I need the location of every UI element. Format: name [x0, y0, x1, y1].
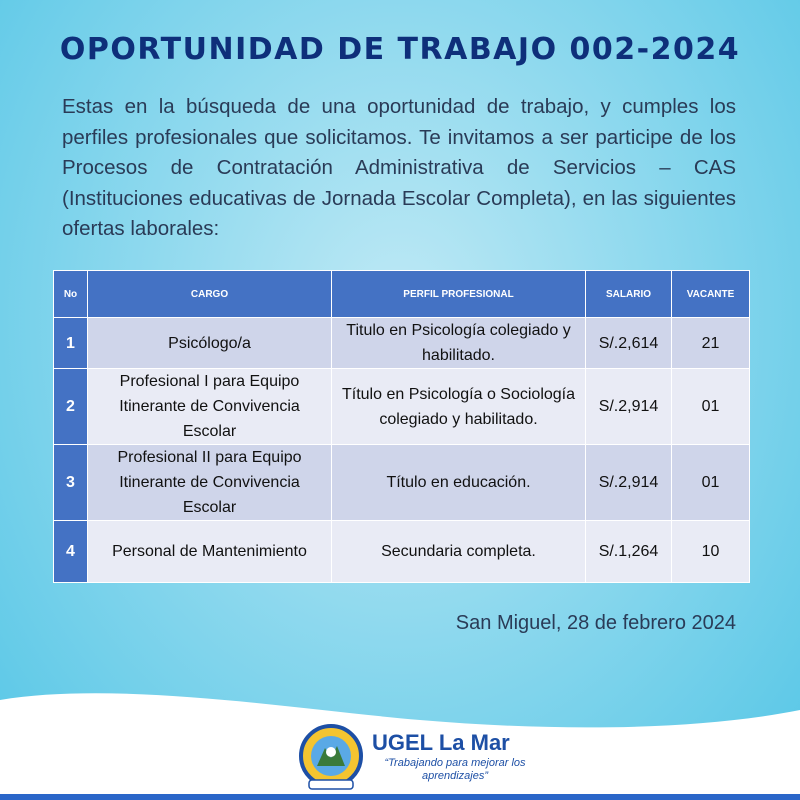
row-cargo: Psicólogo/a	[88, 318, 332, 369]
row-number: 1	[54, 318, 88, 369]
row-perfil: Titulo en Psicología colegiado y habilitado.	[332, 318, 586, 369]
dateline: San Miguel, 28 de febrero 2024	[455, 612, 736, 634]
intro-paragraph: Estas en la búsqueda de una oportunidad de trabajo, y cumples los perfiles profesionales que solicitamos. Te invitamos a ser participe de los Procesos de Contratación Administrativa de Servicios – CAS (Instituciones educativas de Jornada Escolar Completa), en las siguientes ofertas laborales:	[62, 95, 736, 240]
row-vacante: 01	[672, 369, 750, 445]
table-row	[54, 369, 750, 445]
row-cargo: Profesional I para Equipo Itinerante de Convivencia Escolar	[88, 369, 332, 445]
row-number: 2	[54, 369, 88, 445]
logo-slogan: “Trabajando para mejorar los aprendizajes”	[384, 757, 526, 782]
table-row	[54, 318, 750, 369]
table-row	[54, 445, 750, 521]
header-cargo: CARGO	[88, 271, 332, 318]
table-row	[54, 521, 750, 583]
table-header-row	[54, 271, 750, 318]
bottom-bar	[0, 794, 800, 800]
row-vacante: 01	[672, 445, 750, 521]
row-salario: S/.2,614	[586, 318, 672, 369]
header-no: No	[54, 271, 88, 318]
row-salario: S/.2,914	[586, 369, 672, 445]
header-vacante: VACANTE	[672, 271, 750, 318]
row-cargo: Profesional II para Equipo Itinerante de Convivencia Escolar	[88, 445, 332, 521]
row-perfil: Secundaria completa.	[332, 521, 586, 583]
row-number: 4	[54, 521, 88, 583]
row-salario: S/.1,264	[586, 521, 672, 583]
row-vacante: 10	[672, 521, 750, 583]
row-number: 3	[54, 445, 88, 521]
job-offers-table	[53, 270, 750, 583]
row-perfil: Título en educación.	[332, 445, 586, 521]
row-salario: S/.2,914	[586, 445, 672, 521]
header-perfil: PERFIL PROFESIONAL	[332, 271, 586, 318]
row-perfil: Título en Psicología o Sociología colegiado y habilitado.	[332, 369, 586, 445]
logo-name: UGEL La Mar	[372, 730, 510, 755]
ugel-seal-icon	[295, 722, 367, 794]
row-cargo: Personal de Mantenimiento	[88, 521, 332, 583]
page-title: OPORTUNIDAD DE TRABAJO 002-2024	[59, 32, 741, 67]
header-salario: SALARIO	[586, 271, 672, 318]
row-vacante: 21	[672, 318, 750, 369]
